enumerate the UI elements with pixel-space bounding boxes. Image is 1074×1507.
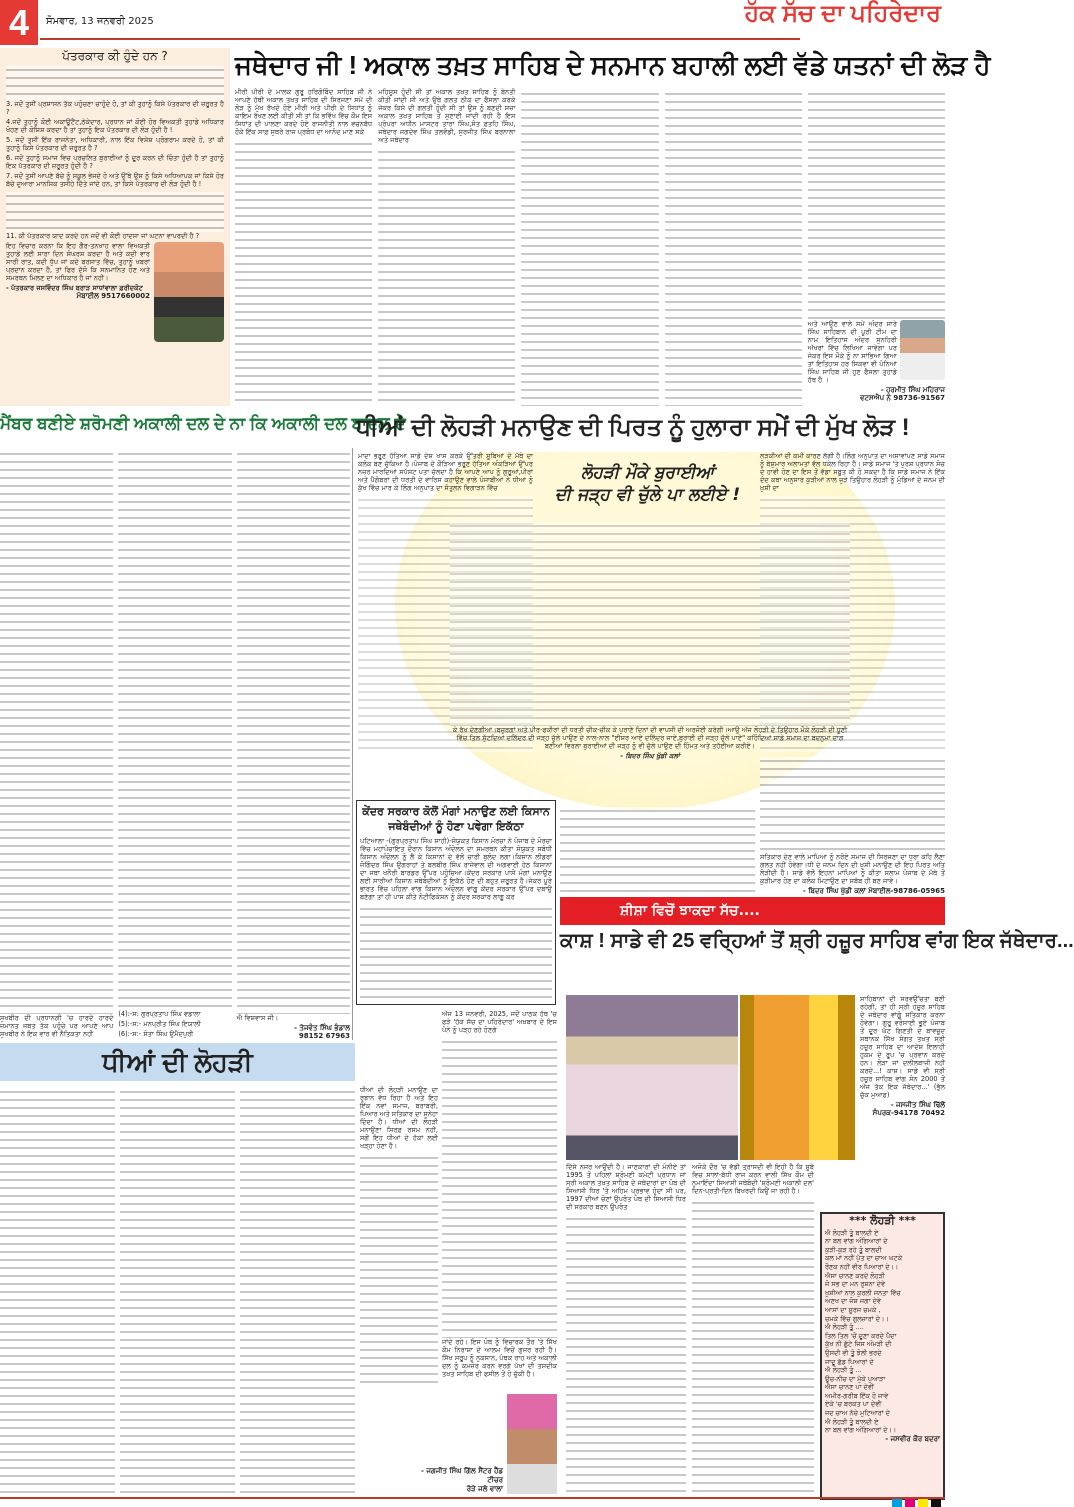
poem-line: ਅਮੀਰ-ਗਰੀਬ ਇੱਕ ਹੋ ਜਾਵੇ — [825, 1391, 889, 1400]
list-item: (5):-ਸ:- ਮਨਪ੍ਰੀਤ ਸਿੰਘ ਇਯਾਲੀ — [118, 1020, 201, 1028]
question: 3. ਜਦੋਂ ਤੁਸੀਂ ਪ੍ਰਸ਼ਾਸਨ ਤੱਕ ਪਹੁੰਚਣਾ ਚਾਹੁੰਦੇ ਹੋ, ਤਾਂ ਕੀ ਤੁਹਾਨੂੰ ਕਿਸੇ ਪੱਤਰਕਾਰ ਦੀ ਜ਼ਰੂਰਤ ਹੈ ? — [6, 100, 224, 116]
masthead-logo: ਹੱਕ ਸੱਚ ਦਾ ਪਹਿਰੇਦਾਰ — [744, 0, 941, 27]
journalist-author: - ਪੱਤਰਕਾਰ ਜਸਵਿੰਦਰ ਸਿੰਘ ਬਰਾੜ ਸਾਧਾਂਵਾਲਾ ਫ਼ਰੀਦਕੋਟ — [6, 284, 143, 292]
article3-headline: ਧੀਆਂ ਦੀ ਲੋਹੜੀ ਮਨਾਉਣ ਦੀ ਪਿਰਤ ਨੂੰ ਹੁਲਾਰਾ ਸਮੇਂ ਦੀ ਮੁੱਖ ਲੋੜ ! — [356, 414, 910, 441]
question: 4.ਜਦੋਂ ਤੁਹਾਨੂੰ ਕੋਈ ਅਕਾਊਂਟੈਂਟ,ਠੇਕੇਦਾਰ, ਪ੍ਰਧਾਨ ਜਾਂ ਕੋਈ ਹੋਰ ਵਿਅਕਤੀ ਤੁਹਾਡੇ ਅਧਿਕਾਰ ਖੋਹਣ ਦੀ ਕੋਸ਼ਿਸ਼ ਕਰਦਾ ਹੈ ਤਾਂ ਤੁਹਾਨੂੰ ਇਕ ਪੱਤਰਕਾਰ ਦੀ ਲੋੜ ਹੁੰਦੀ ਹੈ ! — [6, 118, 224, 134]
poem-line: ਰੌਣਕ ਨਹੀਂ ਵੀਰ ਪਿਆਰਾਂ ਦੇ।। — [825, 1262, 899, 1271]
author-photo — [507, 1394, 557, 1494]
poem-line: ਅਣਖ ਦਾ ਜੋਸ਼ ਜਗਾ ਦੇਵੇ — [825, 1297, 881, 1306]
issue-date: ਸੋਮਵਾਰ, 13 ਜਨਵਰੀ 2025 — [46, 16, 154, 27]
poem-line: ਐਸਾ ਚਾਨਣ ਪਾ ਦੇਵੀਂ — [825, 1383, 874, 1392]
article1-body — [235, 88, 945, 406]
article2-text: ਸੁਖਬੀਰ ਦੀ ਪ੍ਰਧਾਨਗੀ 'ਚ ਹਾਰਦੇ ਹਾਰਦੇ ਜ਼ਮਾਨਤ ਜ਼ਬਤ ਤੱਕ ਪਹੁੰਚੇ ਪਰ ਆਪਣੇ ਆਪ ਸੁਖਬੀਰ ਨੇ ਇਕ ਵਾਰ ਵੀ ਨੈਤਿਕਤਾ ਨਹੀਂ — [0, 1014, 114, 1038]
article5-text: ਸਾਹਿਬਾਨਾਂ ਦੀ ਸਰਵਉੱਚਤਾ ਬਣੀ ਰਹੇਗੀ, ਤਾਂ ਹੀ ਸ੍ਰੀ ਹਜ਼ੂਰ ਸਾਹਿਬ ਦੇ ਜਥੇਦਾਰ ਵਾਂਗੂੰ ਸਤਿਕਾਰ ਕਰਨਾ ਹੋਵੇਗਾ। ਗੁਰੂ ਵਰੋਸਾਈ ਭੂਏ ਪੰਜਾਬ ਤੋਂ ਦੂਰ ਘੱਟ ਗਿਣਤੀ ਦੇ ਬਾਵਜੂਦ ਸਥਾਨਕ ਸਿੱਖ ਸੰਗਤ ਤਖ਼ਤ ਸ੍ਰੀ ਹਜ਼ੂਰ ਸਾਹਿਬ ਦਾ ਆਦੇਸ਼ ਇਲਾਹੀ ਹੁਕਮ ਦੇ ਰੂਪ 'ਚ ਪ੍ਰਵਾਨ ਕਰਦੇ ਹਨ। ਲੋੜਾ ਜਾਂ ਦਲੀਲਬਾਜ਼ੀ ਨਹੀਂ ਕਰਦੇ...! ਕਾਸ਼। ਸਾਡੇ ਵੀ ਸ੍ਰੀ ਹਜ਼ੂਰ ਸਾਹਿਬ ਵਾਂਗ ਸੰਨ 2000 ਤੋਂ ਅੱਜ ਤੱਕ ਇਕ ਜੱਥੇਦਾਰ...' (ਭੁੱਲ ਚੁੱਕ ਮੁਆਫ਼) — [860, 995, 945, 1099]
question: 6. ਜਦੋਂ ਤੁਹਾਨੂੰ ਸਮਾਜ ਵਿਚ ਪ੍ਰਚਲਿਤ ਬੁਰਾਈਆਂ ਨੂੰ ਦੂਰ ਕਰਨ ਦੀ ਚਿੰਤਾ ਹੁੰਦੀ ਹੈ ਤਾਂ ਤੁਹਾਨੂੰ ਇਕ ਪੱਤਰਕਾਰ ਦੀ ਜ਼ਰੂਰਤ ਹੁੰਦੀ ਹੈ ? — [6, 154, 224, 170]
farmers-headline: ਕੇਂਦਰ ਸਰਕਾਰ ਕੋਲੋਂ ਮੰਗਾਂ ਮਨਾਉਣ ਲਈ ਕਿਸਾਨ ਜਥੇਬੰਦੀਆਂ ਨੂੰ ਹੋਣਾ ਪਵੇਗਾ ਇਕੱਠਾ — [362, 805, 550, 833]
poem-line: ਕੁੜੀ-ਕੁੜ ਰਹੇ ਤੂੰ ਬਾਲਦੀ — [825, 1245, 882, 1254]
cyan-mark — [892, 1499, 902, 1507]
bubble-title-line: ਲੋਹੜੀ ਮੌਕੇ ਬੁਰਾਈਆਂ — [580, 463, 715, 483]
article2-headline: ਮੈਂਬਰ ਬਣੀਏ ਸ਼ਰੋਮਣੀ ਅਕਾਲੀ ਦਲ ਦੇ ਨਾ ਕਿ ਅਕਾਲੀ ਦਲ ਬਾਦਲ ਦੇ — [0, 414, 406, 433]
footer-rule — [0, 1497, 945, 1499]
article6-signature — [360, 1390, 557, 1494]
article2-author: - ਤੇਜਵੰਤ ਸਿੰਘ ਭੰਡਾਲ — [294, 1024, 350, 1032]
jathedar-photo — [740, 995, 855, 1160]
article6-text: ਧੀਆਂ ਦੀ ਲੋਹੜੀ ਮਨਾਉਣ ਦਾ ਰੁਝਾਨ ਵੱਧ ਰਿਹਾ ਹੈ ਅਤੇ ਇਹ ਇੱਕ ਨਵਾਂ ਸਮਾਜ, ਬਰਾਬਰੀ, ਪਿਆਰ ਅਤੇ ਸਤਿਕਾਰ ਦਾ ਸੁਨੇਹਾ ਦਿੰਦਾ ਹੈ। ਧੀਆਂ ਦੀ ਲੋਹੜੀ ਮਨਾਉਣਾ ਸਿਰਫ਼ ਰਸਮ ਨਹੀਂ, ਸਗੋਂ ਇਹ ਧੀਆਂ ਦੇ ਹੱਕਾਂ ਲਈ ਖੜ੍ਹਾ ਹੋਣਾ ਹੈ। — [360, 1086, 438, 1150]
poem-lines — [825, 1229, 940, 1435]
article5-text: ਦਿੱਸੇ ਨਜ਼ਰ ਆਉਂਦੀ ਹੈ। ਜਾਣਕਾਰਾਂ ਦੀ ਮੰਨੀਏ ਤਾਂ 1995 ਤੋਂ ਪਹਿਲਾਂ ਸ਼੍ਰੋਮਣੀ ਕਮੇਟੀ ਪ੍ਰਧਾਨ ਜਾਂ ਸ੍ਰੀ ਅਕਾਲ ਤਖ਼ਤ ਸਾਹਿਬ ਦੇ ਜਥੇਦਾਰਾਂ ਦਾ ਪੰਥ ਦੀ ਸਿਆਸੀ ਧਿਰ 'ਤੇ ਅਹਿਮ ਪ੍ਰਭਾਵ ਹੁੰਦਾ ਸੀ ਪਰ, 1997 ਦੀਆਂ ਚੋਣਾਂ ਉਪਰੰਤ ਪੰਥ ਦੀ ਸਿਆਸੀ ਧਿਰ ਦੀ ਸਰਕਾਰ ਬਣਨ ਉਪਰੰਤ — [566, 1163, 686, 1211]
journalist-photo — [154, 242, 224, 342]
poem-line: ਨਾ ਬਲ ਵਾਂਗ ਅੰਗਿਆਰਾਂ ਦੇ — [825, 1237, 888, 1246]
article3-text: ਸਤਿਕਾਰ ਦੇਣ ਵਾਲੇ ਮਾਪਿਆਂ ਨੂੰ ਨਰੋਏ ਸਮਾਜ ਦੀ ਸਿਰਜਣਾ ਦਾ ਧੁਰਾ ਕਹਿ ਲੈਣਾ ਗਲਤ ਨਹੀਂ ਹੋਵੇਗਾ।ਧੀ ਦੇ ਜਨਮ ਦਿਨ ਦੀ ਖ਼ੁਸ਼ੀ ਮਨਾਉਣ ਦੀ ਇਹ ਪਿਰਤ ਅਤਿ ਲੋੜੀਂਦੀ ਹੈ। ਸਾਡੇ ਵੱਲੋਂ ਇਹਨਾਂ ਮਾਪਿਆਂ ਨੂੰ ਕੀਤਾ ਸਲਾਮ ਪੰਜਾਬ ਦੇ ਮੱਥੇ ਤੋਂ ਕੁੜੀਮਾਰ ਹੋਣ ਦਾ ਕਲੰਕ ਮਿਟਾਉਣ ਦਾ ਸਬੱਬ ਹੀ ਬਣ ਜਾਵੇ। — [760, 853, 945, 885]
article1-phone: ਵਟਸਐਪ ਨੰ 98736-91567 — [860, 394, 945, 402]
poem-line: ਐ ਲੋਹੜੀ ਤੂੰ ਬਾਲਦੀ ਏ — [825, 1228, 879, 1237]
article5-lead-col — [442, 1010, 557, 1380]
poem-line: ਜਾਦੂ ਛੱਡ ਪਿਆਰਾਂ ਦੇ — [825, 1357, 874, 1366]
daughters-lohri-band: ਧੀਆਂ ਦੀ ਲੋਹੜੀ — [0, 1043, 355, 1081]
poem-line: ਜੋ ਸਭ ਦਾ ਮਨ ਰੁਸ਼ਨਾ ਦੇਵੇ — [825, 1280, 886, 1289]
article5-text: ਅਜੋਕੇ ਦੌਰ 'ਚ ਵੱਡੀ ਤ੍ਰਾਸਦੀ ਵੀ ਇਹੀ ਹੈ ਕਿ ਸੂਬੇ ਵਿਚ ਸਾਲਾਂ-ਬੱਧੀ ਰਾਜ ਕਰਨ ਵਾਲੀ ਸਿੱਖ ਕੌਮ ਦੀ ਨੁਮਾਇੰਦਾ ਸਿਆਸੀ ਜਥੇਬੰਦੀ 'ਸ਼੍ਰੋਮਣੀ ਅਕਾਲੀ ਦਲ' ਦਿਨ-ਪ੍ਰਤੀ-ਦਿਨ ਬਿਖਰਦੀ ਕਿਉਂ ਜਾ ਰਹੀ ਹੈ। — [692, 1163, 814, 1195]
article5-text: ਜਾਂਦੇ ਰਹੇ। ਇਸ ਪੰਥ ਨੂੰ ਵਿਚਾਰਕ ਤੌਰ 'ਤੇ ਸਿੱਖ ਕੌਮ ਨਿਰਾਸ਼ਾ ਦੇ ਆਲਮ ਵਿਚੋਂ ਗੁਜ਼ਰ ਰਹੀ ਹੈ। ਸਿੱਖ ਸਰੂਪ ਨੂੰ ਨੁਕਸਾਨ, ਪੰਥਕ ਰਾਹ ਅਤੇ ਅਕਾਲੀ ਦਲ ਨੂੰ ਕਮਜ਼ੋਰ ਕਰਨ ਵਰਗੇ ਪੱਖਾਂ ਦੀ ਤਸਦੀਕ ਤਖ਼ਤ ਸਾਹਿਬ ਦੀ ਫਸੀਲ ਤੋਂ ਹੋ ਚੁੱਕੀ ਹੈ। — [442, 1338, 557, 1378]
poem-line: ਐਸਾ ਚਾਨਣ ਕਰਦੇ ਲੋਹੜੀ — [825, 1271, 885, 1280]
yellow-mark — [918, 1499, 928, 1507]
bubble-text — [450, 520, 850, 760]
poem-line: ਚਮਕੇ ਵਿੱਚ ਗੁਲਜ਼ਾਰਾਂ ਦੇ।। — [825, 1314, 889, 1323]
poem-line: ਏਕੇ 'ਚ ਬਰਕਤ ਪਾ ਦੇਵੀਂ — [825, 1400, 882, 1409]
poem-line: ਖੁਸ਼ੀਆਂ ਨਾਲ ਕੁਰਲੀ ਜਨਤਾ ਵਿੱਚ — [825, 1288, 901, 1297]
article6-author: ਰੋੜੇ ਜਲੇ ਵਾਲਾ — [466, 1485, 503, 1493]
article1-paragraph: ਮੀਰੀ ਪੀਰੀ ਦੇ ਮਾਲਕ ਗੁਰੂ ਹਰਿਗੋਬਿੰਦ ਸਾਹਿਬ ਜੀ ਨੇ ਆਪਣੇ ਹੱਥੀਂ ਅਕਾਲ ਤਖ਼ਤ ਸਾਹਿਬ ਦੀ ਸਿਰਜਣਾ ਸਮੇਂ ਦੀ ਲੋੜ ਨੂੰ ਮੁੱਖ ਰੱਖਦੇ ਹੋਏ ਮੀਰੀ ਅਤੇ ਪੀਰੀ ਦੇ ਸਿਧਾਂਤ ਨੂੰ ਕਾਇਮ ਰੱਖਣ ਲਈ ਕੀਤੀ ਸੀ ਤਾਂ ਕਿ ਭਵਿੱਖ ਵਿੱਚ ਕੌਮ ਇਸ ਸਿਧਾਂਤ ਦੀ ਪਾਲਣਾ ਕਰਦੇ ਹੋਏ ਰਾਜਨੀਤੀ ਨਾਲ ਵਚਨਬੱਧ ਹੋਕੇ ਇੱਕ ਸਾਫ਼ ਸੁਥਰੇ ਰਾਜ ਪ੍ਰਬੰਧ ਦਾ ਆਨੰਦ ਮਾਣ ਸਕੇ — [235, 88, 373, 136]
article5-right — [860, 995, 945, 1205]
article5-col — [566, 1163, 686, 1498]
text-block — [6, 192, 224, 232]
bubble-author: - ਬਿਦਰ ਸਿੰਘ ਖੁੱਡੀ ਕਲਾਂ — [620, 752, 680, 760]
article6-col — [360, 1086, 438, 1386]
question: 7. ਜਦੋਂ ਤੁਸੀਂ ਆਪਣੇ ਬੱਚੇ ਨੂੰ ਸਕੂਲ ਭੇਜਦੇ ਹੋ ਅਤੇ ਉੱਥੇ ਉਸ ਨੂੰ ਕਿਸੇ ਅਧਿਆਪਕ ਜਾਂ ਕਿਸੇ ਹੋਰ ਬੱਚੇ ਦੁਆਰਾ ਮਾਨਸਿਕ ਤਸੀਹੇ ਦਿੱਤੇ ਜਾਂਦੇ ਹਨ, ਤਾਂ ਕਿਸੇ ਪੱਤਰਕਾਰ ਦੀ ਲੋੜ ਹੁੰਦੀ ਹੈ ! — [6, 172, 224, 188]
farmers-article-box — [356, 800, 556, 1005]
page-number: 4 — [0, 0, 38, 45]
article5-headline: ਕਾਸ਼ ! ਸਾਡੇ ਵੀ 25 ਵਰ੍ਹਿਆਂ ਤੋਂ ਸ਼੍ਰੀ ਹਜ਼ੂਰ ਸਾਹਿਬ ਵਾਂਗ ਇਕ ਜੱਥੇਦਾਰ... — [560, 930, 1074, 952]
black-mark — [931, 1499, 941, 1507]
list-item: (4):-ਸ: ਗੁਰਪ੍ਰਤਾਪ ਸਿੰਘ ਵਡਾਲਾ — [118, 1010, 201, 1018]
article6-body — [0, 1086, 355, 1496]
question: 5. ਜਦੋਂ ਤੁਸੀਂ ਇੱਕ ਰਾਜਨੇਤਾ, ਅਧਿਕਾਰੀ, ਨਾਲ ਇੱਕ ਵਿਸ਼ੇਸ਼ ਪ੍ਰੋਗਰਾਮ ਕਰਦੇ ਹੋ, ਤਾਂ ਕੀ ਤੁਹਾਨੂੰ ਕਿਸੇ ਪੱਤਰਕਾਰ ਦੀ ਜ਼ਰੂਰਤ ਹੈ ? — [6, 136, 224, 152]
poem-line: ਐ ਲੋਹੜੀ ਤੂੰ .... — [825, 1323, 864, 1332]
journalist-box — [0, 48, 230, 406]
poem-box — [820, 1212, 945, 1500]
article1-paragraph: ਮਹਿਸੂਸ ਹੁੰਦੀ ਸੀ ਤਾਂ ਅਕਾਲ ਤਖ਼ਤ ਸਾਹਿਬ ਨੂੰ ਬੇਨਤੀ ਕੀਤੀ ਜਾਂਦੀ ਸੀ ਅਤੇ ਉਥੇ ਗਲਤ ਠੀਕ ਦਾ ਫੈਸਲਾ ਕਰਕੇ ਜੇਕਰ ਕਿਸੇ ਦੀ ਗਲਤੀ ਹੁੰਦੀ ਸੀ ਤਾਂ ਉਸ ਨੂੰ ਬਣਦੀ ਸਜ਼ਾ ਅਕਾਲ ਤਖ਼ਤ ਸਾਹਿਬ ਤੋਂ ਸੁਣਾਈ ਜਾਂਦੀ ਰਹੀ ਹੈ ਇਸ ਪ੍ਰੰਪਰਾ ਅਧੀਨ ਮਾਸਟਰ ਤਾਰਾ ਸਿੰਘ,ਸੰਤ ਫ਼ਤਹਿ ਸਿੰਘ, ਜਥੇਦਾਰ ਜਗਦੇਵ ਸਿੰਘ ਤਲਵੰਡੀ, ਸੁਰਜੀਤ ਸਿੰਘ ਬਰਨਾਲਾ ਅਤੇ ਜਥੇਦਾਰ — [378, 88, 516, 144]
journalist-phone: ਮੋਬਾਈਲ 9517660002 — [76, 292, 150, 300]
poem-line: ਜਦ ਚਾਅ ਨੱਚੇ ਮੁਟਿਆਰਾਂ ਦੇ — [825, 1409, 890, 1418]
list-item: (6):-ਸ:- ਸੰਤਾ ਸਿੰਘ ਉਮੈਦਪੁਰੀ — [118, 1030, 194, 1038]
article3-text: ਮਾਦਾ ਭਰੂਣ ਹੱਤਿਆ ਸਾਡੇ ਦੇਸ਼ ਖਾਸ ਕਰਕੇ ਉੱਤਰੀ ਸੂਬਿਆਂ ਦੇ ਮੱਥੇ ਦਾ ਕਲੰਕ ਬਣ ਚੁੱਕਿਆ ਹੈ।ਪੰਜਾਬ ਦੇ ਕੌੜਿਆ ਭਰੂਣ ਹੱਤਿਆ ਅੰਕੜਿਆਂ ਉੱਪਰ ਨਜ਼ਰ ਮਾਰਦਿਆਂ ਸਪੱਸ਼ਟ ਪਤਾ ਚੱਲਦਾ ਹੈ ਕਿ ਆਪਣੇ ਆਪ ਨੂੰ ਗੁਰੂਆਂ,ਪੀਰਾਂ ਅਤੇ ਪੈਗੰਬਰਾਂ ਦੀ ਧਰਤੀ ਦੇ ਵਾਰਿਸ ਕਹਾਉਣ ਵਾਲੇ ਪੰਜਾਬੀਆਂ ਨੇ ਧੀਆਂ ਨੂੰ ਕੁੱਖ ਵਿੱਚ ਮਾਰ ਕੇ ਲਿੰਗ ਅਨੁਪਾਤ ਦਾ ਸੰਤੁਲਨ ਵਿਗਾੜਨ ਵਿੱਚ — [358, 452, 533, 492]
article3-mid — [560, 805, 755, 893]
article5-col — [692, 1163, 814, 1498]
author-photo — [900, 320, 945, 380]
journalist-body: ਇਹ ਵਿਚਾਰ ਕਰਨਾ ਕਿ ਇਹ ਗੈਰ-ਤਨਖਾਹ ਵਾਲਾ ਵਿਅਕਤੀ ਤੁਹਾਡੇ ਲਈ ਸਾਰਾ ਦਿਨ ਸੰਘਰਸ਼ ਕਰਦਾ ਹੈ ਅਤੇ ਕਦੀ ਵਾਰ ਸਾਰੀ ਰਾਤ, ਕਦੀ ਧੁੱਪ ਜਾਂ ਕਦੇ ਬਰਸਾਤ ਵਿੱਚ, ਤੁਹਾਨੂੰ ਖਬਰਾਂ ਪ੍ਰਦਾਨ ਕਰਦਾ ਹੈ, ਤਾਂ ਫਿਰ ਦੱਸੋ ਕਿ ਸਨਮਾਨਿਤ ਹੋਣ ਅਤੇ ਸਮਰਥਨ ਮਿਲਣ ਦਾ ਅਧਿਕਾਰ ਹੈ ਜਾਂ ਨਹੀਂ। — [6, 242, 150, 282]
bubble-title-line: ਦੀ ਜੜ੍ਹ ਵੀ ਚੁੱਲੇ ਪਾ ਲਈਏ ! — [554, 485, 741, 505]
question: 11. ਕੀ ਪੱਤਰਕਾਰ ਯਾਦ ਕਰਦੇ ਹਨ ਜਦੋਂ ਵੀ ਕੋਈ ਹਾਦਸਾ ਜਾਂ ਘਟਨਾ ਵਾਪਰਦੀ ਹੈ ? — [6, 232, 200, 240]
article6-author: ਟੀਚਰ — [487, 1476, 503, 1484]
text-block — [6, 66, 224, 100]
bubble-title — [540, 462, 755, 506]
poem-line: ਨਾ ਬਲ ਵਾਂਗ ਅੰਗਿਆਰਾਂ ਦੇ।। — [825, 1426, 897, 1435]
section-banner: ਸ਼ੀਸ਼ਾ ਵਿਚੋਂ ਝਾਕਦਾ ਸੱਚ.... — [560, 897, 945, 925]
farmers-text: ਪਟਿਆਲਾ -(ਗੁਰਪ੍ਰਤਾਪ ਸਿੰਘ ਸਾਹੀ)-ਸੰਯੁਕਤ ਕਿਸਾਨ ਮੋਰਚਾ ਨੇ ਪੰਜਾਬ ਦੇ ਮੋਰਚਾ ਵਿੱਚ ਮਹਾਂਪੰਚਾਇਤ ਦੌਰਾਨ ਕਿਸਾਨ ਅੰਦੋਲਨ ਦਾ ਸਮਰਥਨ ਕੀਤਾ ਸੰਯੁਕਤ ਸਬੰਧੀ ਕਿਸਾਨ ਅੰਦੋਲਨ ਨੂੰ ਲੈ ਕੇ ਕਿਸਾਨਾਂ ਦੇ ਵੱਲੋਂ ਚਾਰੀ ਬੁਲੰਦ ਲਗਾ।ਕਿਸਾਨ ਲੀਡਰਾਂ ਜੋਗਿੰਦਰ ਸਿੰਘ ਉਗਰਾਹਾਂ ਤੇ ਬਲਬੀਰ ਸਿੰਘ ਰਾਜੇਵਾਲ ਦੀ ਅਗਵਾਈ ਹੇਠ ਕਿਸਾਨਾਂ ਦਾ ਜਥਾ ਖਨੌਰੀ ਬਾਰਡਰ ਉੱਪਰ ਪਹੁੰਚਿਆ।ਕੇਂਦਰ ਸਰਕਾਰ ਪਾਸੋਂ ਮੰਗਾਂ ਮਨਾਉਣ ਲਈ ਸਾਰੀਆਂ ਕਿਸਾਨ ਜਥੇਬੰਦੀਆਂ ਨੂੰ ਇਕੱਠੇ ਹੋਣ ਦੀ ਬਹੁਤ ਜ਼ਰੂਰਤ ਹੈ।ਜੇਕਰ ਪੂਰੇ ਭਾਰਤ ਵਿੱਚ ਪਹਿਲਾ ਵਾਂਗ ਕਿਸਾਨ ਅੰਦੋਲਨ ਵਾਂਗੂ ਕੇਂਦਰ ਸਰਕਾਰ ਉੱਪਰ ਦਬਾਉ ਬਣੇਗਾ ਤਾਂ ਹੀ ਪਾਸ ਕੀਤੇ ਨੋਟੀਫਿਕੇਸ਼ਨ ਨੂੰ ਕੇਂਦਰ ਸਰਕਾਰ ਲਾਗੂ ਕਰ — [360, 837, 552, 901]
article6-author: - ਜਗਜੀਤ ਸਿੰਘ ਗਿੱਲ ਸੈਂਟਰ ਹੈੱਡ — [420, 1467, 503, 1475]
poem-author: - ਜਸਵੀਰ ਕੌਰ ਬਦਰਾ — [885, 1434, 940, 1443]
registration-marks — [892, 1499, 941, 1507]
article3-text: ਲੜਕੀਆਂ ਦੀ ਕਮੀ ਕਾਰਣ ਲੱਗੀ ਹੈ।ਲਿੰਗ ਅਨੁਪਾਤ ਦਾ ਅਸਾਵਾਂਪਣ ਸਾਡੇ ਸਮਾਜ ਨੂੰ ਬੇਸ਼ੁਮਾਰ ਅਲਾਮਤਾਂ ਵੱਲ ਧਕੇਲ ਰਿਹਾ ਹੈ। ਸਾਡੇ ਸਮਾਜ 'ਤੇ ਪੁਰਸ਼ ਪ੍ਰਧਾਨ ਸੋਚ ਦੇ ਹਾਵੀ ਹੋਣ ਦਾ ਇਸ ਤੋਂ ਵੱਡਾ ਸਬੂਤ ਕੀ ਹੋ ਸਕਦਾ ਹੈ ਕਿ ਸਾਡੇ ਸਮਾਜ ਨੇ ਇੱਕ ਦੰਦ ਕਥਾ ਅਨੁਸਾਰ ਕੁੜੀਆਂ ਨਾਲ ਜੁੜੇ ਤਿਉਹਾਰ ਲੋਹੜੀ ਨੂੰ ਮੁੰਡਿਆਂ ਦੇ ਜਨਮ ਦੀ ਖ਼ੁਸ਼ੀ ਦਾ — [760, 452, 945, 492]
poem-line: ਐ ਲੋਹੜੀ ਤੂੰ ਬਾਲਦੀ ਏ — [825, 1417, 879, 1426]
article2-body — [0, 448, 350, 1040]
header-rule — [40, 38, 800, 40]
article3-author: - ਬਿਦਰ ਸਿੰਘ ਖੁੱਡੀ ਕਲਾਂ ਮੋਬਾਈਲ-98786-05965 — [802, 887, 945, 895]
article5-lead-text: ਅੱਜ 13 ਜਨਵਰੀ, 2025, ਜਦੋਂ ਪਾਠਕ ਹੱਥ 'ਚ ਫੜੇ 'ਹੱਕ ਸੱਚ ਦਾ ਪਹਿਰੇਦਾਰ' ਅਖ਼ਬਾਰ ਦੇ ਇਸ ਪੰਨੇ ਨੂੰ ਪੜ੍ਹ ਰਹੇ ਹੋਣਗੇ — [442, 1010, 557, 1034]
poem-line: ਐ ਲੋਹੜੀ ਤੂੰ ... — [825, 1366, 862, 1375]
article5-author: - ਜਸਜੀਤ ਸਿੰਘ ਢਿੱਲੋਂ — [890, 1101, 945, 1109]
poem-line: ਆਸਾਂ ਦਾ ਸੂਰਜ ਚਮਕੇ , — [825, 1305, 881, 1314]
magenta-mark — [905, 1499, 915, 1507]
poem-line: ਕਲ ਮਾਂ ਨਹੀਂ ਪੁੱਤ ਦਾ ਚਾਅ ਘਟਕੇ — [825, 1254, 903, 1263]
article5-phone: ਸੰਪਰਕ-94178 70492 — [872, 1109, 945, 1117]
hazur-sahib-photo — [566, 995, 738, 1160]
article2-closing: ਐ ਵਿਸ਼ਵਾਸ ਜੀ। — [236, 1014, 279, 1022]
poem-line: ਉਸਦੀ ਵੀ ਤੂੰ ਝੋਲੀ ਭਰਦੇ — [825, 1348, 882, 1357]
poem-line: ਤਿਲ ਤਿਲ 'ਚੋਂ ਦੂਣਾ ਕਰਦੇ ਪੈਦਾ — [825, 1331, 897, 1340]
journalist-box-title: ਪੱਤਰਕਾਰ ਕੀ ਹੁੰਦੇ ਹਨ ? — [62, 49, 168, 63]
column-divider — [352, 448, 353, 1040]
article1-headline: ਜਥੇਦਾਰ ਜੀ ! ਅਕਾਲ ਤਖ਼ਤ ਸਾਹਿਬ ਦੇ ਸਨਮਾਨ ਬਹਾਲੀ ਲਈ ਵੱਡੇ ਯਤਨਾਂ ਦੀ ਲੋੜ ਹੈ — [235, 50, 991, 80]
poem-title: *** ਲੋਹੜੀ *** — [849, 1214, 916, 1227]
poem-line: ਊਚ-ਨੀਚ ਦਾ ਮੁੱਕੇ ਪੁਆੜਾ — [825, 1374, 886, 1383]
bubble-quote: ਕੇ ਰੱਖ ਦੇਣਗੀਆਂ।ਬਜ਼ੁਰਗਾਂ ਅਤੇ ਪੀਰ-ਫਕੀਰਾਂ ਦੀ ਧਰਤੀ ਚੀਕ-ਚੀਕ ਕੇ ਪੁਰਾਣੇ ਦਿਨਾਂ ਦੀ ਵਾਪਸੀ ਦੀ ਅਰਜੋਈ ਕਰੇਗੀ।ਆਉ ਅੱਜ ਲੋਹੜੀ ਦੇ ਤਿਉਹਾਰ ਮੌਕੇ ਲੋਹੜੀ ਦੀ ਧੂਣੀ ਵਿੱਚ ਤਿਲ ਸੁੱਟਦਿਆਂ ਦਲਿੱਦਰ ਦੀ ਜੜ੍ਹ ਚੁੱਲੇ ਪਾਉਣ ਦੇ ਨਾਲ-ਨਾਲ "ਈਸ਼ਰ ਆਏ ਦਲਿੱਦਰ ਜਾਏ,ਬੁਰਾਈ ਦੀ ਜੜ੍ਹ ਚੁੱਲੇ ਪਾਏ" ਕਹਿੰਦਿਆਂ ਸਾਡੇ ਸਮਾਜ ਦਾ ਬਦਨੁਮਾ ਦਾਗ ਬਣੀਆਂ ਵਿਰਲਾ ਬੁਰਾਈਆਂ ਦੀ ਜੜ੍ਹ ਨੂੰ ਵੀ ਚੁੱਲੇ ਪਾਉਣ ਦੀ ਹਿੰਮਤ ਅਤੇ ਤਹੱਈਆ ਕਰੀਏ। — [452, 726, 848, 750]
article1-author: - ਹਰਮੀਤ ਸਿੰਘ ਮਹਿਰਾਜ — [880, 386, 945, 394]
article2-phone: 98152 67963 — [298, 1032, 350, 1040]
poem-line: ਕੁੱਖ ਨੀ ਛੁੱਟੇ ਜਿਸ ਅੰਮੜੀ ਦੀ — [825, 1340, 892, 1349]
article1-closing: ਅਤੇ ਆਉਣ ਵਾਲੇ ਸਮੇਂ ਅੰਦਰ ਸਾਰੇ ਸਿੰਘ ਸਾਹਿਬਾਨ ਦੀ ਪੂਰੀ ਟੀਮ ਦਾ ਨਾਮ ਇਤਿਹਾਸ ਅੰਦਰ ਸੁਨਹਿਰੀ ਅੱਖਰਾਂ ਵਿੱਚ ਲਿਖਿਆ ਜਾਵੇਗਾ ਪਰ ਜੇਕਰ ਇਸ ਮੌਕੇ ਨੂੰ ਨਾ ਸਾਂਭਿਆ ਗਿਆ ਤਾਂ ਇਤਿਹਾਸ ਹਰ ਸਿਕਵਾ ਵੀ ਪੰਨਿਆਂ ਸਿੰਘ ਸਾਹਿਬ ਜੀ ਹੁਣ ਫੈਸਲਾ ਤੁਹਾਡੇ ਹੱਥ ਹੈ । — [807, 320, 897, 384]
article3-lower — [760, 755, 945, 895]
